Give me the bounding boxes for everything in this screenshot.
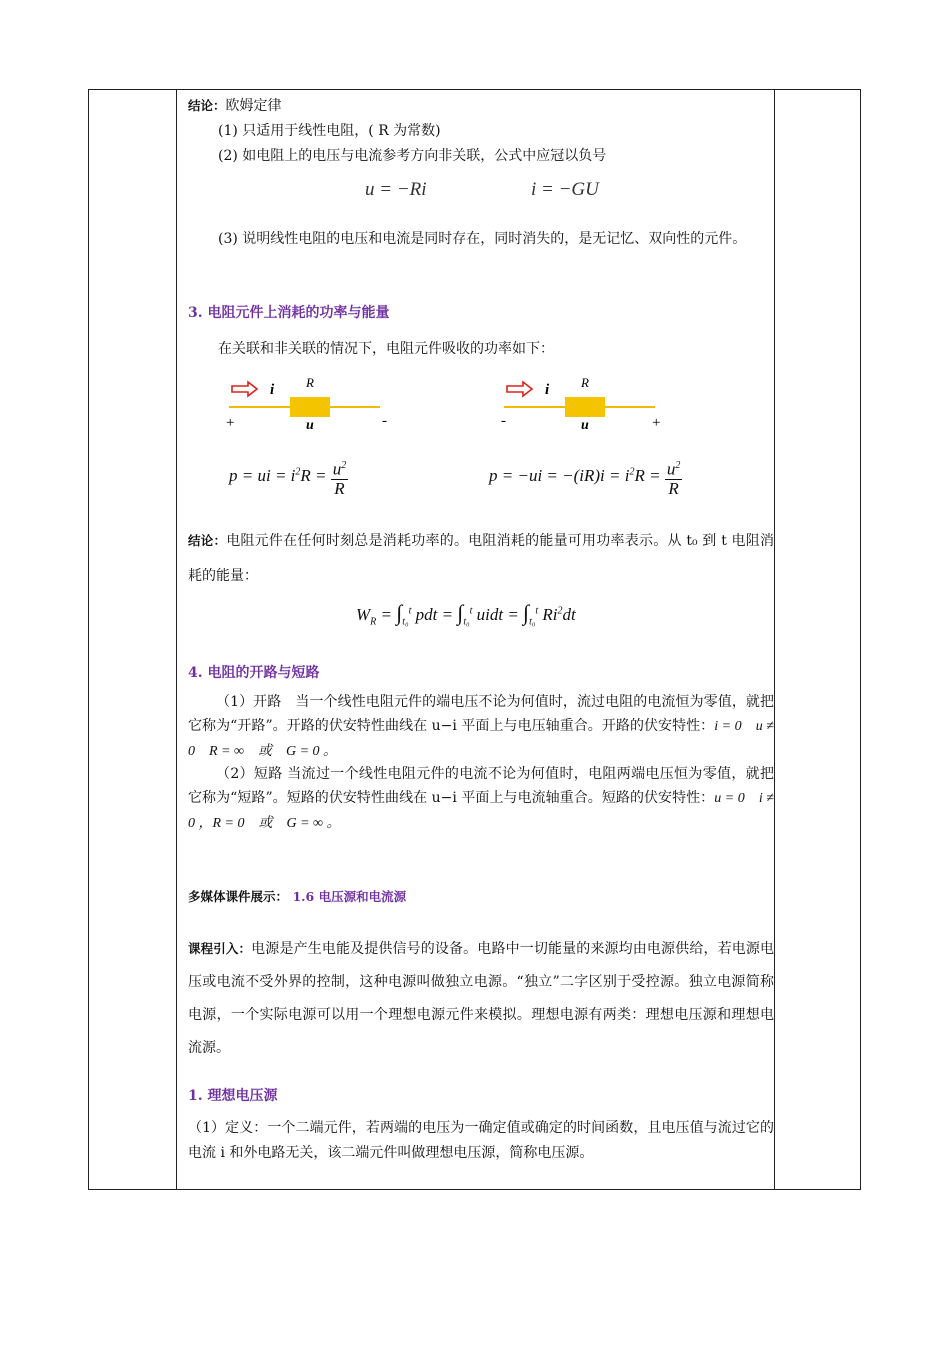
ohm-item-2: (2) 如电阻上的电压与电流参考方向非关联，公式中应冠以负号 <box>218 148 607 164</box>
table-frame <box>88 89 861 1190</box>
column-divider-left <box>176 90 177 1189</box>
section-3-heading: 3. 电阻元件上消耗的功率与能量 <box>188 305 390 321</box>
multimedia-title: 1.6 电压源和电流源 <box>292 889 407 904</box>
multimedia-label: 多媒体课件展示： <box>188 889 289 904</box>
conclusion-label: 结论： <box>188 533 227 548</box>
short-circuit-formula: u = 0 i ≠ 0 ，R = 0 或 G = ∞ 。 <box>188 791 774 831</box>
resistor-diagram-associated <box>224 373 404 431</box>
current-arrow-icon <box>507 382 532 396</box>
intro-label: 课程引入： <box>188 941 252 956</box>
minus-sign: - <box>382 413 387 429</box>
conclusion-label: 结论： <box>188 98 226 113</box>
conclusion-energy-text: 电阻元件在任何时刻总是消耗功率的。电阻消耗的能量可用功率表示。从 t₀ 到 t 电阻消耗的能量： <box>188 533 774 584</box>
current-label: i <box>545 382 550 398</box>
column-divider-right <box>774 90 775 1189</box>
open-circuit-text: （1）开路 当一个线性电阻元件的端电压不论为何值时，流过电阻的电流恒为零值，就把它称为“开路”。开路的伏安特性曲线在 u−i 平面上与电压轴重合。开路的伏安特性： <box>188 694 774 734</box>
ohm-item-3: (3) 说明线性电阻的电压和电流是同时存在，同时消失的，是无记忆、双向性的元件。 <box>218 231 747 247</box>
current-label: i <box>270 382 275 398</box>
course-intro <box>188 932 774 1065</box>
minus-sign: - <box>501 413 506 429</box>
voltage-label: u <box>306 418 314 431</box>
intro-text: 电源是产生电能及提供信号的设备。电路中一切能量的来源均由电源供给，若电源电压或电流不受外界的控制，这种电源叫做独立电源。“独立”二字区别于受控源。独立电源简称电源，一个实际电源可以用一个理想电源元件来模拟。理想电源有两类：理想电压源和理想电流源。 <box>188 941 774 1056</box>
formula-u-negative: u = −Ri <box>365 179 427 200</box>
resistor-icon <box>290 397 330 417</box>
open-circuit-paragraph <box>188 690 774 764</box>
multimedia-line <box>188 887 406 905</box>
conclusion-energy <box>188 523 774 594</box>
section-3-intro: 在关联和非关联的情况下，电阻元件吸收的功率如下： <box>218 341 554 357</box>
short-circuit-text: （2）短路 当流过一个线性电阻元件的电流不论为何值时，电阻两端电压恒为零值，就把它称为“短路”。短路的伏安特性曲线在 u−i 平面上与电流轴重合。短路的伏安特性： <box>188 766 774 806</box>
formula-i-negative: i = −GU <box>531 179 599 200</box>
short-circuit-paragraph <box>188 762 774 836</box>
open-circuit-formula: i = 0 u ≠ 0 R = ∞ 或 G = 0 。 <box>188 719 774 759</box>
energy-formula: $W_R = \int_{t_0}^t$ pdt = $\int_{t_0}^t$ uidt = $\int_{t_0}^t$ Ri$^2$dt <box>356 600 576 628</box>
conclusion-title: 欧姆定律 <box>225 98 282 114</box>
resistor-diagram-non-associated <box>499 373 679 431</box>
ohm-item-1: (1) 只适用于线性电阻，( R 为常数) <box>218 123 441 139</box>
current-arrow-icon <box>232 382 257 396</box>
power-formula-associated: p = ui = $i^2R$ = $\frac{u^2}{R}$ <box>229 457 348 498</box>
voltage-label: u <box>581 418 589 431</box>
section-4-heading: 4. 电阻的开路与短路 <box>188 665 320 681</box>
conclusion-ohm <box>188 95 282 115</box>
resistor-label: R <box>306 375 314 390</box>
plus-sign: + <box>652 415 661 431</box>
power-formula-non-associated: $p = -ui = -(iR)i = i^2R$ = $\frac{u^2}{R}$ <box>489 457 682 498</box>
resistor-label: R <box>581 375 589 390</box>
ideal-voltage-heading: 1. 理想电压源 <box>188 1088 278 1104</box>
resistor-icon <box>565 397 605 417</box>
plus-sign: + <box>226 415 235 431</box>
ideal-voltage-definition: （1）定义：一个二端元件，若两端的电压为一确定值或确定的时间函数，且电压值与流过它的电流 i 和外电路无关，该二端元件叫做理想电压源，简称电压源。 <box>188 1120 774 1161</box>
